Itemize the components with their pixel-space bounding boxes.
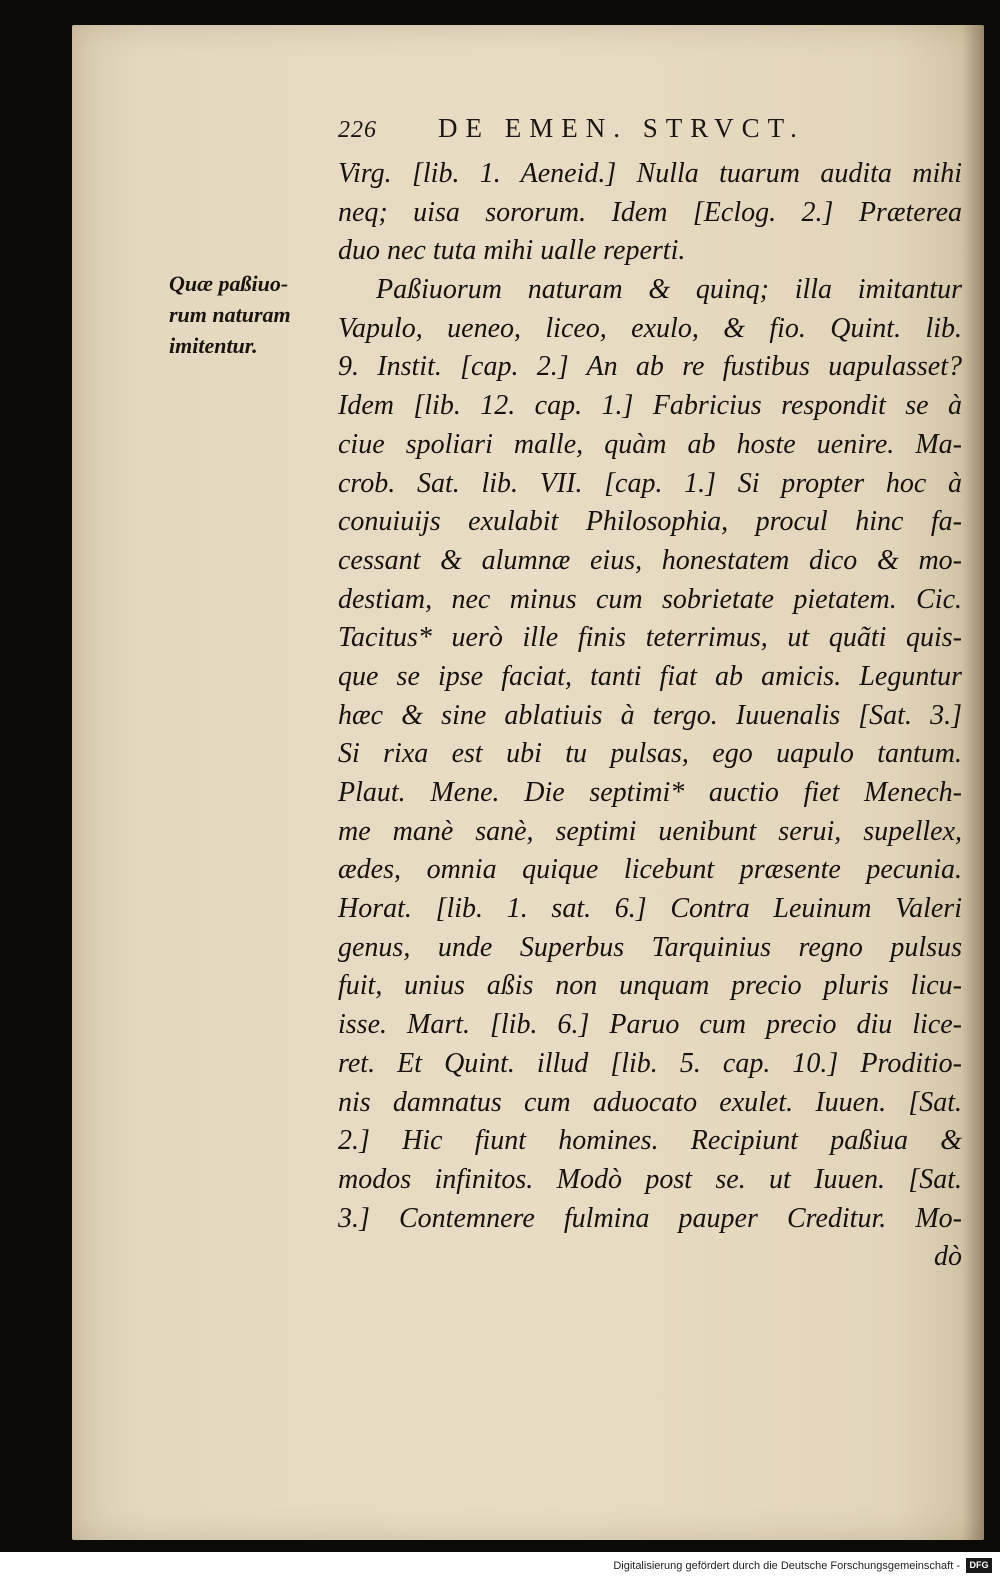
text-line: me manè sanè, septimi uenibunt serui, supellex, [338, 815, 962, 847]
text-line: que se ipse faciat, tanti fiat ab amicis. Leguntur [338, 660, 962, 692]
text-line: modos infinitos. Modò post se. ut Iuuen. [Sat. [338, 1163, 962, 1195]
text-line: ædes, omnia quique licebunt præsente pecunia. [338, 854, 962, 886]
text-line: Vapulo, ueneo, liceo, exulo, & fio. Quint. lib. [338, 312, 962, 344]
text-line: nis damnatus cum aduocato exulet. Iuuen. [Sat. [338, 1086, 962, 1118]
text-line: 3.] Contemnere fulmina pauper Creditur. Mo- [338, 1202, 962, 1234]
marginal-note [169, 268, 339, 361]
text-line: Paßiuorum naturam & quinq; illa imitantur [376, 274, 962, 306]
digitization-footer [0, 1552, 1000, 1582]
text-line: 2.] Hic fiunt homines. Recipiunt paßiua & [338, 1125, 962, 1157]
body-text [338, 155, 962, 1277]
page-number: 226 [338, 117, 377, 143]
text-line: ret. Et Quint. illud [lib. 5. cap. 10.] Proditio- [338, 1047, 962, 1079]
text-line: Plaut. Mene. Die septimi* auctio fiet Menech- [338, 777, 962, 808]
dfg-logo: DFG [966, 1558, 992, 1573]
text-line: Virg. [lib. 1. Aeneid.] Nulla tuarum audita mihi [338, 158, 962, 189]
text-line: Tacitus* uerò ille finis teterrimus, ut quãti quis- [338, 622, 962, 654]
running-title: DE EMEN. STRVCT. [438, 113, 805, 143]
text-line: fuit, unius aßis non unquam precio pluris licu- [338, 970, 962, 1002]
text-line: neq; uisa sororum. Idem [Eclog. 2.] Præterea [338, 196, 962, 228]
text-line: ciue spoliari malle, quàm ab hoste uenire. Ma- [338, 428, 962, 460]
text-line: Horat. [lib. 1. sat. 6.] Contra Leuinum Valeri [338, 893, 962, 925]
book-page [72, 25, 984, 1540]
text-line: Si rixa est ubi tu pulsas, ego uapulo tantum. [338, 738, 962, 770]
marginal-note-line: imitentur. [169, 333, 258, 358]
text-line: crob. Sat. lib. VII. [cap. 1.] Si propter hoc à [338, 467, 962, 499]
marginal-note-line: rum naturam [169, 302, 291, 327]
text-line: isse. Mart. [lib. 6.] Paruo cum precio diu lice- [338, 1009, 962, 1041]
text-line: cessant & alumnæ eius, honestatem dico & mo- [338, 544, 962, 576]
marginal-note-line: Quæ paßiuo- [169, 271, 289, 296]
text-line: hæc & sine ablatiuis à tergo. Iuuenalis [Sat. 3.] [338, 699, 962, 731]
catchword: dò [934, 1241, 962, 1273]
text-line: Idem [lib. 12. cap. 1.] Fabricius respondit se à [338, 390, 962, 422]
text-line: destiam, nec minus cum sobrietate pietatem. Cic. [338, 583, 962, 615]
text-line: conuiuijs exulabit Philosophia, procul hinc fa- [338, 506, 962, 538]
funding-credit: Digitalisierung gefördert durch die Deutsche Forschungsgemeinschaft - [613, 1560, 960, 1572]
text-line: 9. Instit. [cap. 2.] An ab re fustibus uapulasset? [338, 351, 962, 383]
text-line: duo nec tuta mihi ualle reperti. [338, 235, 686, 267]
text-line: genus, unde Superbus Tarquinius regno pulsus [338, 931, 962, 963]
page-header [338, 113, 958, 153]
